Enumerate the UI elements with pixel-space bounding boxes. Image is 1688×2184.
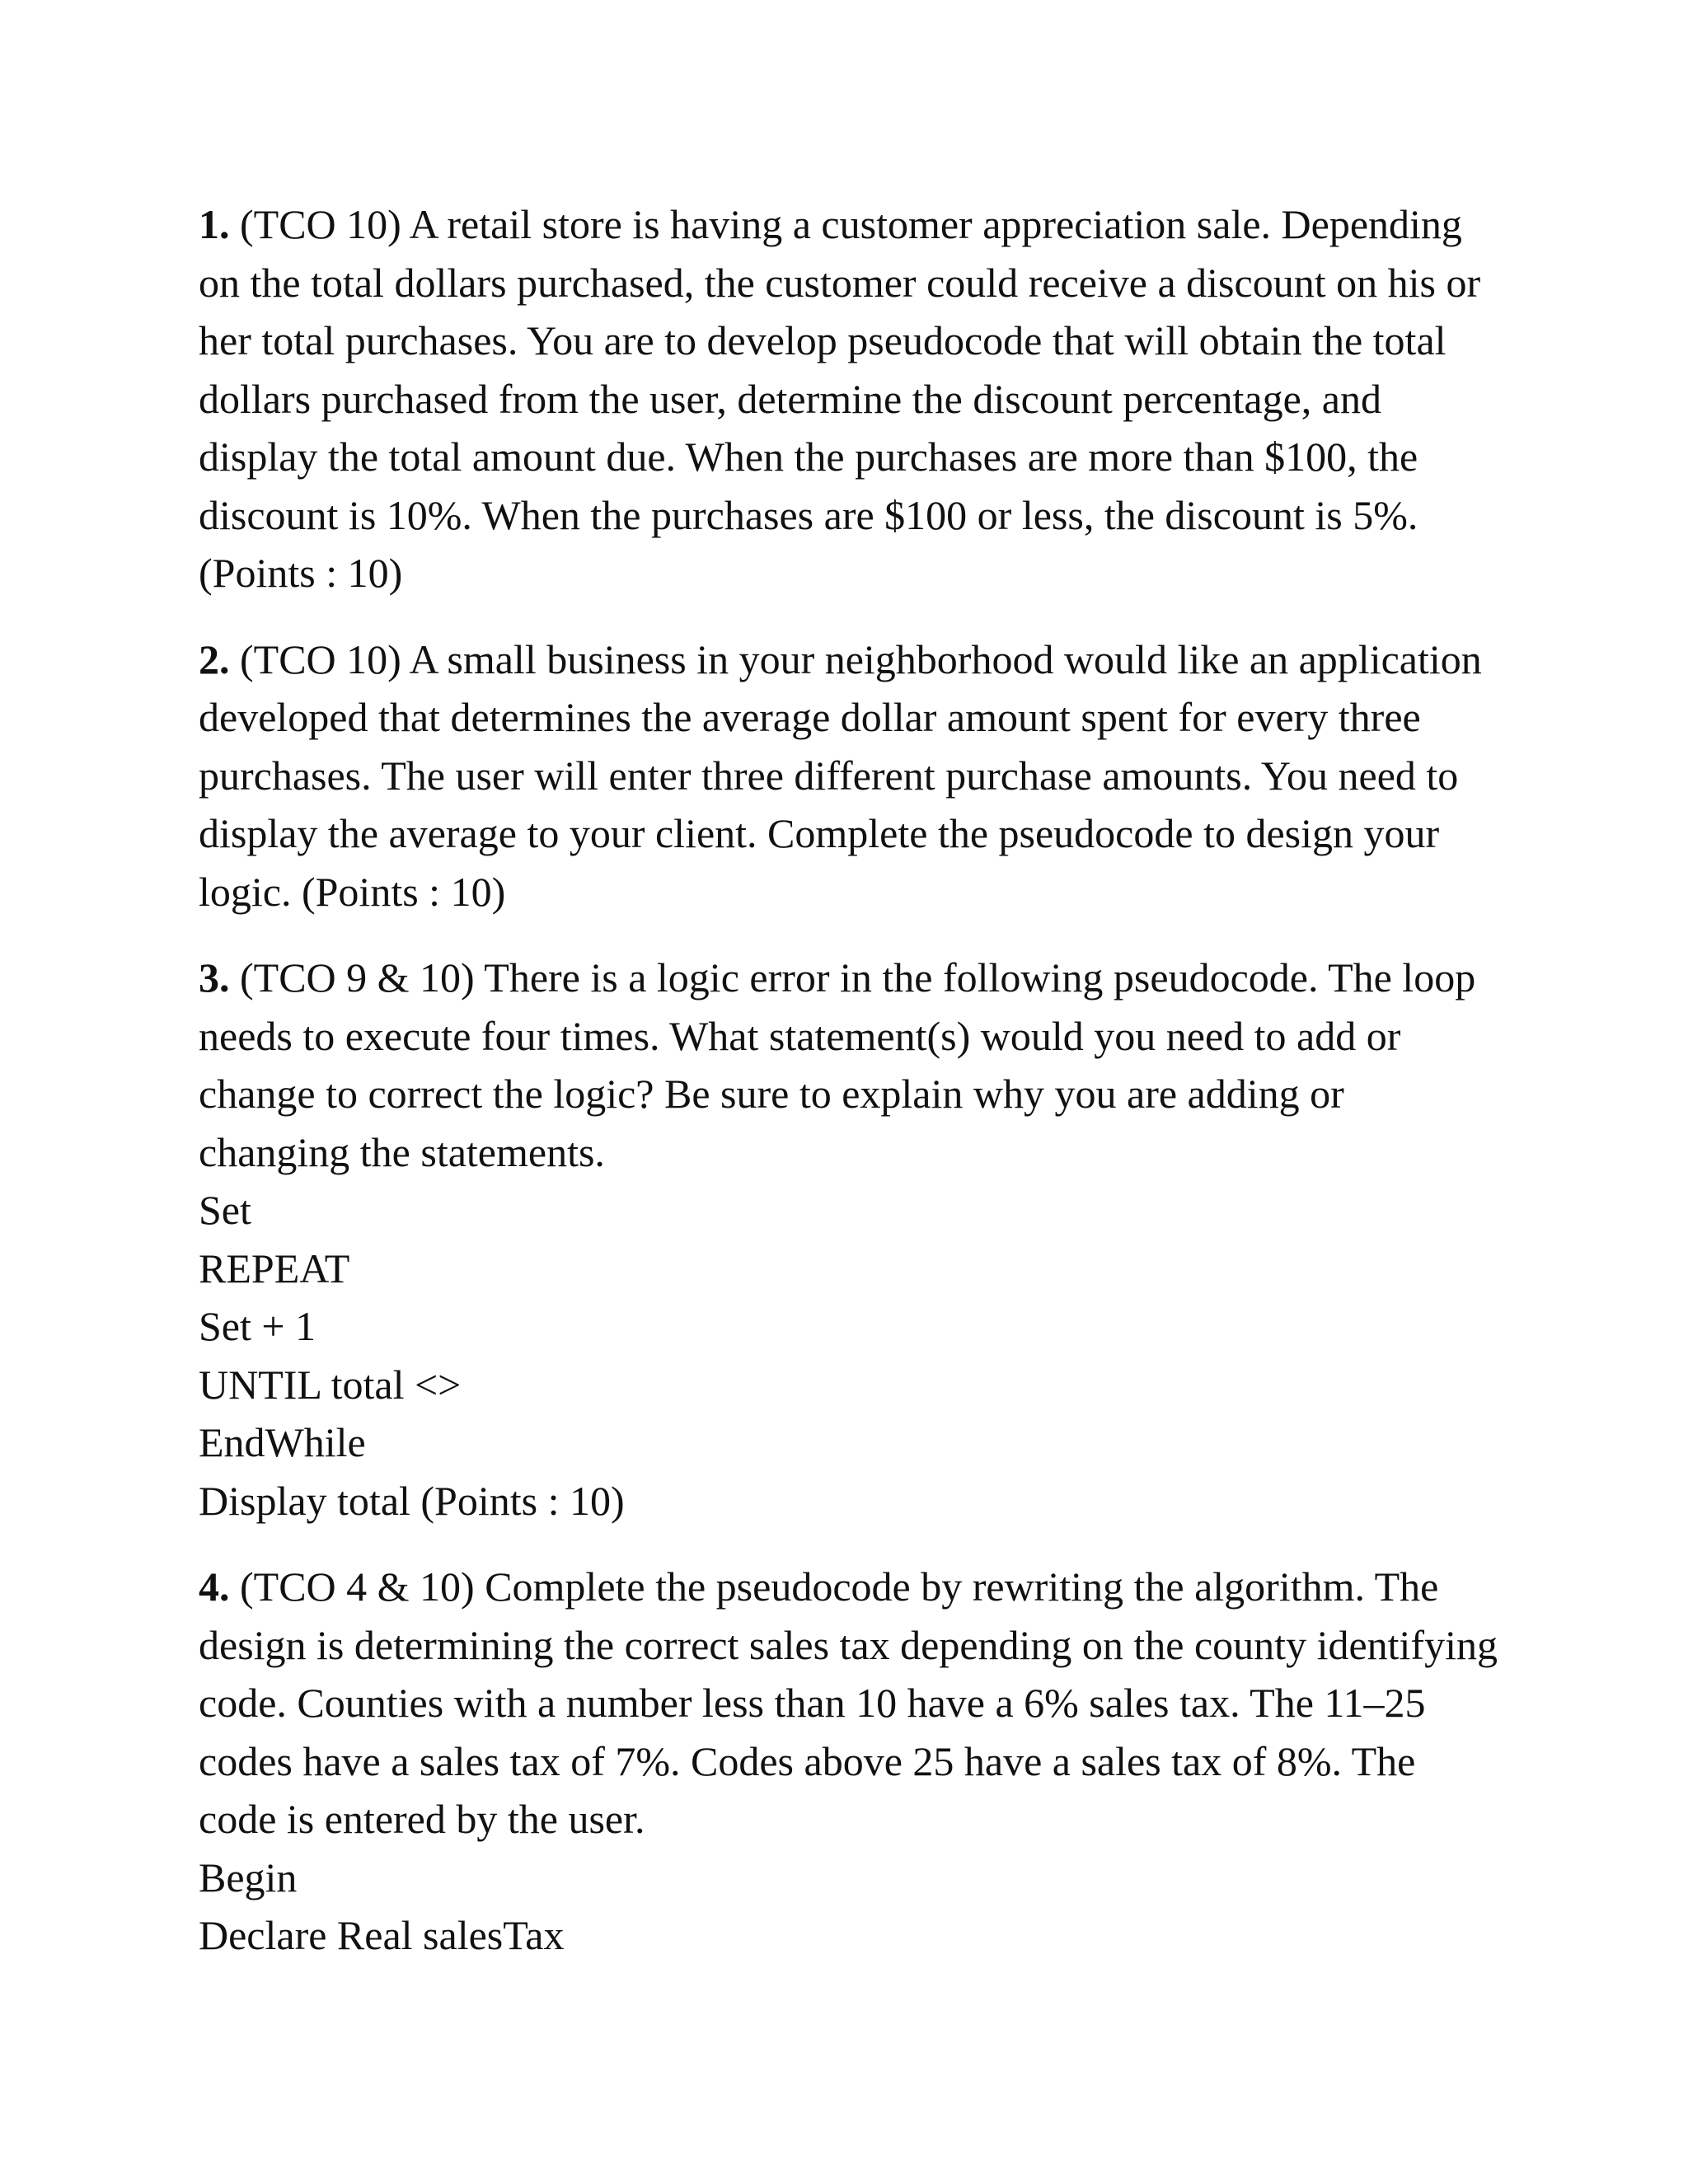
code-line: Display total (Points : 10) [199,1477,625,1524]
code-line: EndWhile [199,1419,366,1465]
code-line: Set [199,1187,251,1233]
code-line: Set + 1 [199,1303,316,1349]
pseudocode-block [199,1849,1501,1965]
question-2 [199,630,1501,921]
question-body: (TCO 10) A small business in your neighborhood would like an application developed that determines the average dollar amount spent for every three purchases. The user will enter three different purchase amounts. You need to display the average to your client. Complete the pseudocode to design your logic. (Points : 10) [199,635,1482,915]
question-2-text [199,630,1501,921]
question-1-text [199,195,1501,602]
code-line: Declare Real salesTax [199,1912,565,1958]
question-number: 3. [199,954,230,1001]
question-number: 1. [199,201,230,247]
pseudocode-block [199,1181,1501,1530]
question-3-text [199,949,1501,1181]
question-4 [199,1558,1501,1965]
question-number: 4. [199,1563,230,1610]
document-content [199,195,1501,1993]
question-3 [199,949,1501,1530]
question-body: (TCO 4 & 10) Complete the pseudocode by rewriting the algorithm. The design is determining the correct sales tax depending on the county identifying code. Counties with a number less than 10 have a 6% sales tax. The 11–25 codes have a sales tax of 7%. Codes above 25 have a sales tax of 8%. The code is entered by the user. [199,1563,1498,1842]
question-number: 2. [199,635,230,682]
code-line: Begin [199,1854,298,1900]
code-line: REPEAT [199,1244,350,1291]
code-line: UNTIL total <> [199,1361,462,1408]
question-body: (TCO 10) A retail store is having a customer appreciation sale. Depending on the total dollars purchased, the customer could receive a discount on his or her total purchases. You are to develop pseudocode that will obtain the total dollars purchased from the user, determine the discount percentage, and display the total amount due. When the purchases are more than $100, the discount is 10%. When the purchases are $100 or less, the discount is 5%. (Points : 10) [199,201,1481,596]
question-1 [199,195,1501,602]
question-body: (TCO 9 & 10) There is a logic error in the following pseudocode. The loop needs to execute four times. What statement(s) would you need to add or change to correct the logic? Be sure to explain why you are adding or changing the statements. [199,954,1476,1175]
question-4-text [199,1558,1501,1849]
